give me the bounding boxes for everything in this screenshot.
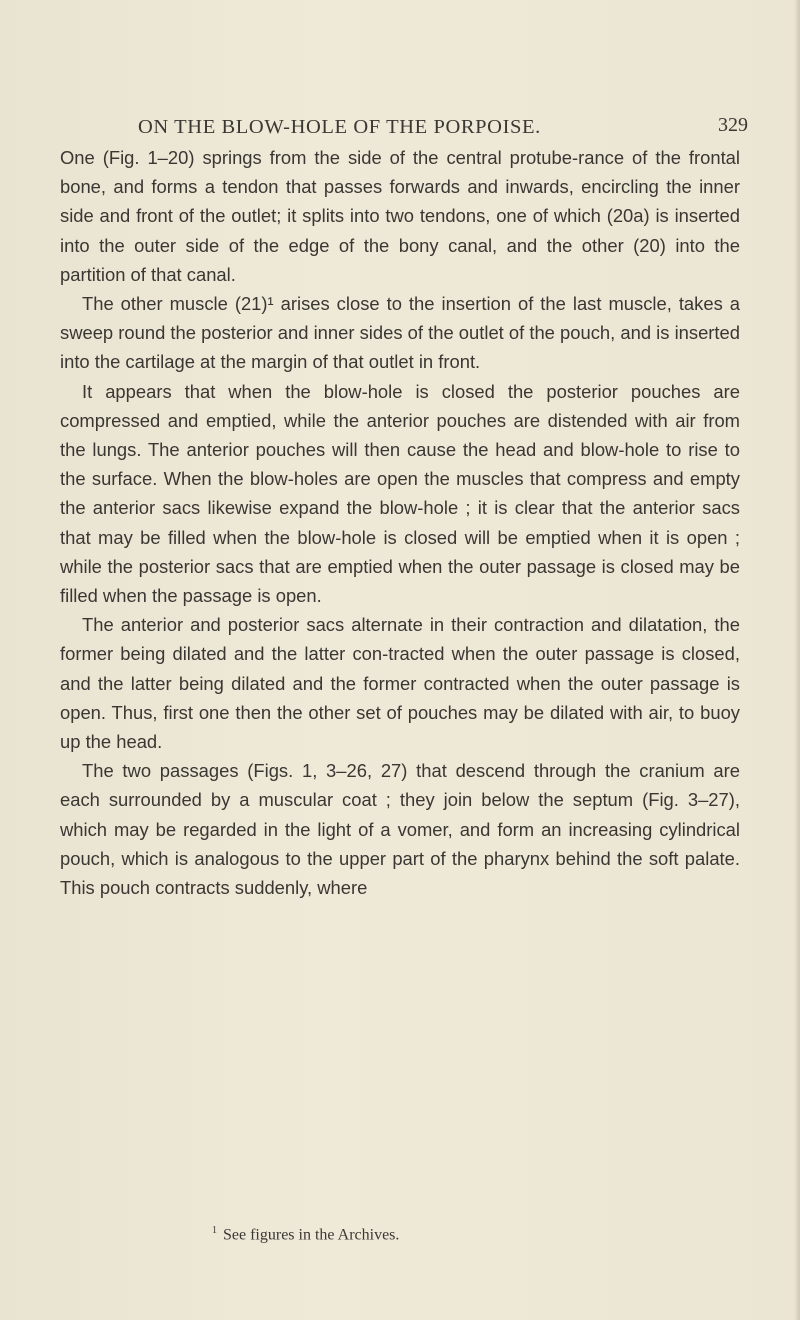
footnote-text: See figures in the Archives. xyxy=(223,1226,400,1244)
footnote xyxy=(212,1225,399,1244)
running-title: ON THE BLOW-HOLE OF THE PORPOISE. xyxy=(138,116,541,138)
page-number: 329 xyxy=(718,114,748,136)
paragraph: The two passages (Figs. 1, 3–26, 27) that descend through the cranium are each surrounded by a muscular coat ; they join below the septum (Fig. 3–27), which may be regarded in the light of a vomer, and form an increasing cylindrical pouch, which is analogous to the upper part of the pharynx behind the soft palate. This pouch contracts suddenly, where xyxy=(60,760,740,899)
paragraph: The other muscle (21)¹ arises close to the insertion of the last muscle, takes a sweep round the posterior and inner sides of the outlet of the pouch, and is inserted into the cartilage at the margin of that outlet in front. xyxy=(60,293,740,373)
footnote-mark: 1 xyxy=(212,1225,217,1236)
paragraph: One (Fig. 1–20) springs from the side of the central protube-rance of the frontal bone, and forms a tendon that passes forwards and inwards, encircling the inner side and front of the outlet; it splits into two tendons, one of which (20a) is inserted into the outer side of the edge of the bony canal, and the other (20) into the partition of that canal. xyxy=(60,147,740,285)
paragraph: It appears that when the blow-hole is closed the posterior pouches are compressed and emptied, while the anterior pouches are distended with air from the lungs. The anterior pouches will then cause the head and blow-hole to rise to the surface. When the blow-holes are open the muscles that compress and empty the anterior sacs likewise expand the blow-hole ; it is clear that the anterior sacs that may be filled when the blow-hole is closed will be emptied when it is open ; while the posterior sacs that are emptied when the outer passage is closed may be filled when the passage is open. xyxy=(60,380,740,607)
body-text xyxy=(60,143,740,902)
paragraph: The anterior and posterior sacs alternate in their contraction and dilatation, the former being dilated and the latter con-tracted when the outer passage is closed, and the latter being dilated and the former contracted when the outer passage is open. Thus, first one then the other set of pouches may be dilated with air, to buoy up the head. xyxy=(60,614,740,753)
page-edge-shadow xyxy=(794,0,800,1320)
